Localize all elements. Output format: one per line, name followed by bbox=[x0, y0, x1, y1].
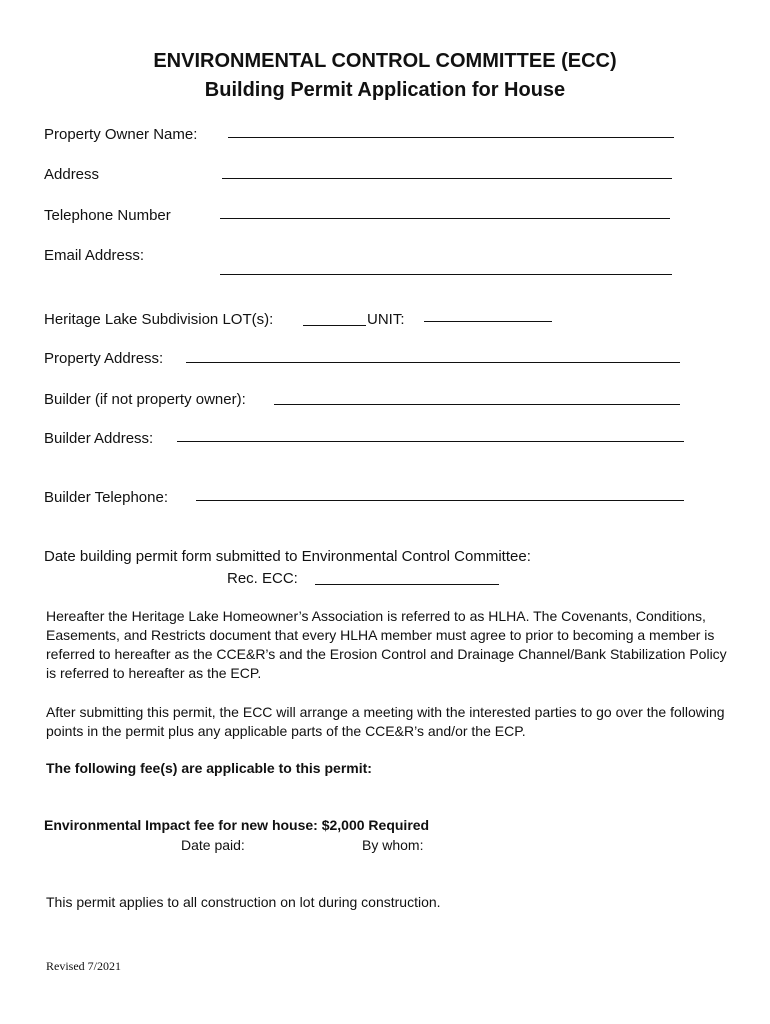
address-field[interactable] bbox=[222, 178, 672, 179]
by-whom-label: By whom: bbox=[362, 837, 424, 853]
builder-field[interactable] bbox=[274, 404, 680, 405]
telephone-field[interactable] bbox=[220, 218, 670, 219]
impact-fee-line: Environmental Impact fee for new house: $2,000 Required bbox=[44, 817, 430, 833]
telephone-label: Telephone Number bbox=[44, 207, 171, 224]
revision-note: Revised 7/2021 bbox=[46, 959, 121, 973]
meeting-paragraph: After submitting this permit, the ECC will arrange a meeting with the interested parties to go over the following points in the permit plus any applicable parts of the CCE&R’s and/or the ECP. bbox=[46, 704, 725, 739]
property-address-field[interactable] bbox=[186, 362, 680, 363]
form-subtitle: Building Permit Application for House bbox=[204, 79, 566, 101]
owner-name-field[interactable] bbox=[228, 137, 674, 138]
builder-label: Builder (if not property owner): bbox=[44, 391, 246, 408]
unit-field[interactable] bbox=[424, 321, 552, 322]
lot-field[interactable] bbox=[303, 325, 366, 326]
builder-telephone-field[interactable] bbox=[196, 500, 684, 501]
date-paid-label: Date paid: bbox=[181, 837, 245, 853]
builder-telephone-label: Builder Telephone: bbox=[44, 489, 168, 506]
closing-statement: This permit applies to all construction on lot during construction. bbox=[46, 894, 441, 910]
definitions-paragraph: Hereafter the Heritage Lake Homeowner’s Association is referred to as HLHA. The Covenants, Conditions, Easements, and Restricts document that every HLHA member must agree to prior to becoming a member is referred to hereafter as the CCE&R’s and the Erosion Control and Drainage Channel/Bank Stabilization Policy is referred to hereafter as the ECP. bbox=[46, 608, 727, 681]
rec-ecc-field[interactable] bbox=[315, 584, 499, 585]
email-label: Email Address: bbox=[44, 247, 145, 264]
rec-ecc-label: Rec. ECC: bbox=[227, 570, 298, 587]
owner-name-label: Property Owner Name: bbox=[44, 126, 198, 143]
date-submitted-label: Date building permit form submitted to Environmental Control Committee: bbox=[44, 548, 531, 565]
unit-label: UNIT: bbox=[367, 311, 405, 328]
lot-label: Heritage Lake Subdivision LOT(s): bbox=[44, 311, 274, 328]
email-field[interactable] bbox=[220, 274, 672, 275]
property-address-label: Property Address: bbox=[44, 350, 164, 367]
fees-heading: The following fee(s) are applicable to this permit: bbox=[46, 760, 372, 776]
form-title: ENVIRONMENTAL CONTROL COMMITTEE (ECC) bbox=[153, 50, 617, 72]
builder-address-field[interactable] bbox=[177, 441, 684, 442]
builder-address-label: Builder Address: bbox=[44, 430, 154, 447]
address-label: Address bbox=[44, 166, 100, 183]
